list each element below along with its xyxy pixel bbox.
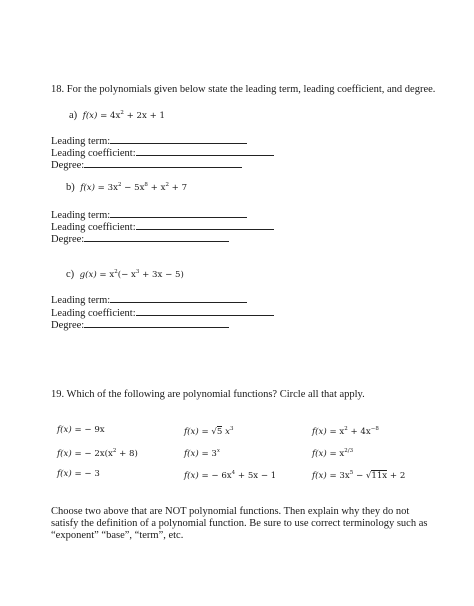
function-option-8[interactable]: $f(x) = x^{2/3}$ bbox=[312, 448, 354, 459]
part-b-leading-coefficient: Leading coefficient: bbox=[51, 220, 274, 234]
answer-line[interactable] bbox=[84, 318, 229, 328]
function-option-1[interactable]: f(x) = − 9x bbox=[57, 425, 105, 435]
part-a-equation: a) $f(x) = 4x^2 + 2x + 1$ bbox=[69, 110, 165, 121]
part-c-degree: Degree: bbox=[51, 318, 229, 332]
function-option-2[interactable]: f(x) = − $2x(x^2 + 8)$ bbox=[57, 448, 138, 459]
explanation-prompt: Choose two above that are NOT polynomial functions. Then explain why they do not satisfy the definition of a polynomial function. Be sure to use correct terminology such as “exponent” “base”, “term”, etc. bbox=[51, 506, 428, 541]
answer-line[interactable] bbox=[136, 146, 274, 156]
question-19-prompt: 19. Which of the following are polynomial functions? Circle all that apply. bbox=[51, 389, 365, 400]
part-c-leading-term: Leading term: bbox=[51, 293, 247, 307]
function-option-4[interactable]: f(x) = √5 $x^3$ bbox=[184, 426, 234, 437]
part-a-leading-coefficient: Leading coefficient: bbox=[51, 146, 274, 160]
answer-line[interactable] bbox=[110, 208, 247, 218]
function-option-6[interactable]: f(x) = − $6x^4 + 5x - 1$ bbox=[184, 470, 277, 481]
part-b-degree: Degree: bbox=[51, 232, 229, 246]
radical-icon: √ bbox=[211, 427, 217, 437]
answer-line[interactable] bbox=[136, 220, 274, 230]
question-18-prompt: 18. For the polynomials given below state the leading term, leading coefficient, and degree. bbox=[51, 84, 436, 95]
answer-line[interactable] bbox=[110, 134, 247, 144]
part-a-degree: Degree: bbox=[51, 158, 242, 172]
function-option-9[interactable]: $f(x) = 3x^5 - √11x + 2$ bbox=[312, 470, 406, 481]
answer-line[interactable] bbox=[84, 232, 229, 242]
answer-line[interactable] bbox=[136, 306, 274, 316]
answer-line[interactable] bbox=[110, 293, 247, 303]
function-option-7[interactable]: $f(x) = x^2 + 4x^{-8}$ bbox=[312, 426, 379, 437]
part-a-leading-term: Leading term: bbox=[51, 134, 247, 148]
part-c-equation: c) $g(x) = x^2(- x^3 + 3x - 5)$ bbox=[66, 269, 184, 280]
part-b-equation: b) $f(x) = 3x^2 - 5x^8 + x^2 + 7$ bbox=[66, 182, 188, 193]
part-c-leading-coefficient: Leading coefficient: bbox=[51, 306, 274, 320]
function-option-5[interactable]: $f(x) = 3^x$ bbox=[184, 448, 220, 459]
answer-line[interactable] bbox=[84, 158, 242, 168]
radical-icon: √ bbox=[365, 471, 372, 481]
function-option-3[interactable]: f(x) = − 3 bbox=[57, 469, 100, 479]
part-b-leading-term: Leading term: bbox=[51, 208, 247, 222]
